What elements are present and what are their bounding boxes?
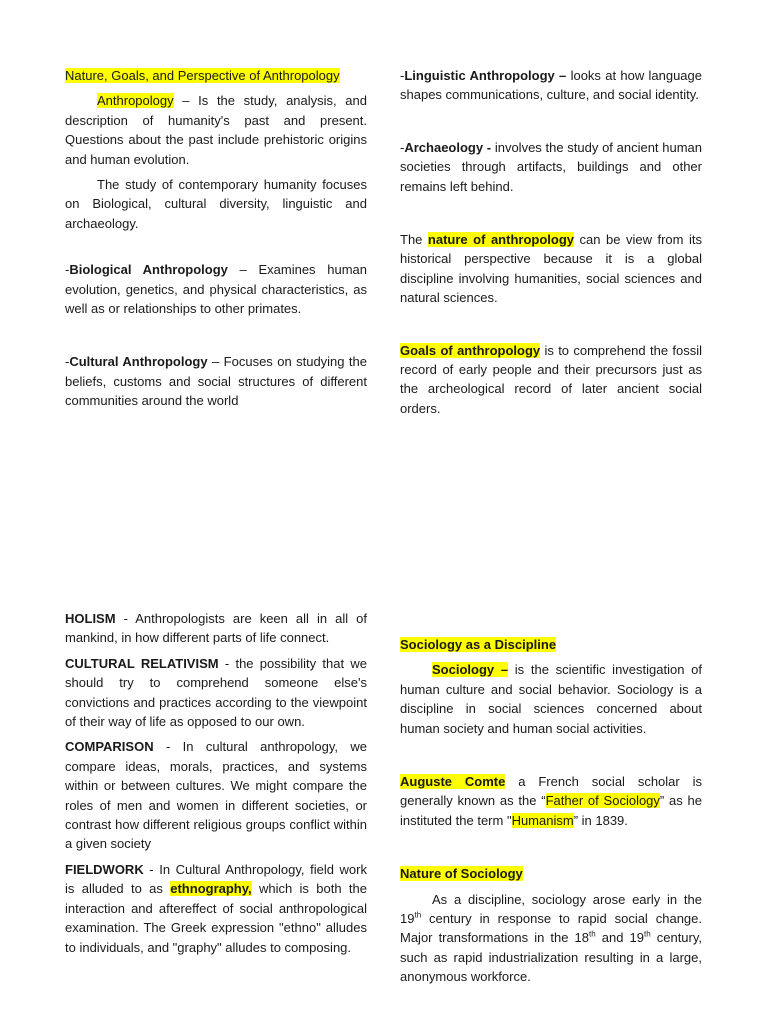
nature-of-sociology-heading: Nature of Sociology xyxy=(400,866,523,882)
biological-anthropology-def: – Examines human evolution, genetics, and physical characteristics, as well as or relationships to other primates. xyxy=(65,262,367,317)
cultural-relativism-paragraph xyxy=(65,654,367,732)
comte-mid-2: ” as he instituted the term " xyxy=(400,793,702,828)
arch-prefix: - xyxy=(400,139,405,155)
anthropology-def-text: – Is the study, analysis, and description of humanity's past and present. Questions about the past include prehistoric origins and human evolution. xyxy=(65,93,367,167)
comparison-term: COMPARISON xyxy=(65,739,154,755)
cultural-anthropology-def: – Focuses on studying the beliefs, customs and social structures of different communities around the world xyxy=(65,354,368,409)
anthropology-term: Anthropology xyxy=(97,93,174,109)
cultural-relativism-def: - the possibility that we should try to comprehend someone else's convictions and practices according to the viewpoint of their way of life as opposed to our own. xyxy=(65,655,367,730)
ethnography-term: ethnography, xyxy=(170,881,252,897)
anthropology-definition xyxy=(65,91,367,169)
sup-th-3: th xyxy=(644,930,651,940)
nature-of-sociology-heading-line xyxy=(400,864,702,883)
nat-text-2: century in response to rapid social change. Major transformations in the 18 xyxy=(400,911,702,946)
fieldwork-def-1: - In Cultural Anthropology, field work is alluded to as xyxy=(65,861,367,897)
comparison-paragraph xyxy=(65,737,367,853)
goals-of-anthropology-term: Goals of anthropology xyxy=(400,342,541,358)
right-top-column xyxy=(400,66,702,418)
cultural-anthropology-paragraph xyxy=(65,352,367,410)
comte-paragraph xyxy=(400,772,702,830)
sociology-definition xyxy=(400,660,702,738)
contemporary-paragraph: The study of contemporary humanity focuses on Biological, cultural diversity, linguistic and archaeology. xyxy=(65,177,367,231)
nature-pre: The xyxy=(400,232,428,248)
left-top-column xyxy=(65,66,367,411)
anthropology-heading-line xyxy=(65,66,367,85)
linguistic-anthropology-paragraph xyxy=(400,66,702,105)
sociology-heading-line xyxy=(400,635,702,654)
cultural-anthropology-term: Cultural Anthropology xyxy=(69,354,208,370)
humanism-term: Humanism xyxy=(511,812,574,828)
linguistic-anthropology-def: looks at how language shapes communications, culture, and social identity. xyxy=(400,68,702,103)
nature-of-sociology-paragraph xyxy=(400,890,702,987)
fieldwork-paragraph xyxy=(65,860,367,957)
nature-of-anthropology-term: nature of anthropology xyxy=(427,232,574,248)
cultural-relativism-term: CULTURAL RELATIVISM xyxy=(65,655,219,671)
comparison-def: - In cultural anthropology, we compare ideas, morals, practices, and systems within or between cultures. We might compare the roles of men and women in different societies, or contrast how different religious groups conflict within a given society xyxy=(65,739,367,852)
goals-of-anthropology-def: is to comprehend the fossil record of early people and their precursors just as the archeological record of later ancient social orders. xyxy=(400,342,702,416)
comte-mid: a French social scholar is generally known as the “ xyxy=(400,774,703,809)
holism-term: HOLISM xyxy=(65,611,116,626)
holism-paragraph xyxy=(65,609,367,648)
cult-prefix: - xyxy=(65,354,70,370)
sociology-heading: Sociology as a Discipline xyxy=(400,637,557,652)
comte-end: ” in 1839. xyxy=(573,812,628,828)
auguste-comte-term: Auguste Comte xyxy=(400,774,506,790)
nat-text-4: century, such as rapid industrialization resulting in a large, anonymous workforce. xyxy=(400,930,703,985)
bio-prefix: - xyxy=(65,262,70,278)
sociology-def: is the scientific investigation of human culture and social behavior. Sociology is a discipline in social sciences concerned about human society and human social activities. xyxy=(400,662,702,736)
goals-of-anthropology-paragraph xyxy=(400,341,702,419)
biological-anthropology-paragraph xyxy=(65,260,367,318)
nature-of-anthropology-paragraph xyxy=(400,230,702,308)
archaeology-def: involves the study of ancient human societies through artifacts, buildings and other remains left behind. xyxy=(400,139,702,194)
fieldwork-term: FIELDWORK xyxy=(65,861,144,877)
archaeology-term: Archaeology - xyxy=(404,139,492,155)
right-bottom-column xyxy=(400,635,702,987)
page-title: Nature, Goals, and Perspective of Anthropology xyxy=(65,68,340,83)
sup-th-1: th xyxy=(414,910,422,920)
biological-anthropology-term: Biological Anthropology xyxy=(69,262,228,278)
nat-text-3: and 19 xyxy=(595,930,644,946)
sup-th-2: th xyxy=(589,930,596,940)
fieldwork-def-2: which is both the interaction and aftereffect of social anthropological examination. The Greek expression "ethno" alludes to individuals, and "graphy" alludes to composing. xyxy=(65,881,367,955)
ling-prefix: - xyxy=(400,68,405,83)
nature-of-anthropology-def: can be view from its historical perspective because it is a global discipline involving humanities, social sciences and natural sciences. xyxy=(400,232,702,306)
sociology-term: Sociology – xyxy=(432,662,509,678)
holism-def: - Anthropologists are keen all in all of mankind, in how different parts of life connect. xyxy=(65,611,367,646)
father-of-sociology-term: Father of Sociology xyxy=(545,793,660,809)
nat-text-1: As a discipline, sociology arose early in the 19 xyxy=(400,891,702,927)
archaeology-paragraph xyxy=(400,138,702,196)
left-bottom-column xyxy=(65,609,367,957)
linguistic-anthropology-term: Linguistic Anthropology – xyxy=(404,68,567,83)
